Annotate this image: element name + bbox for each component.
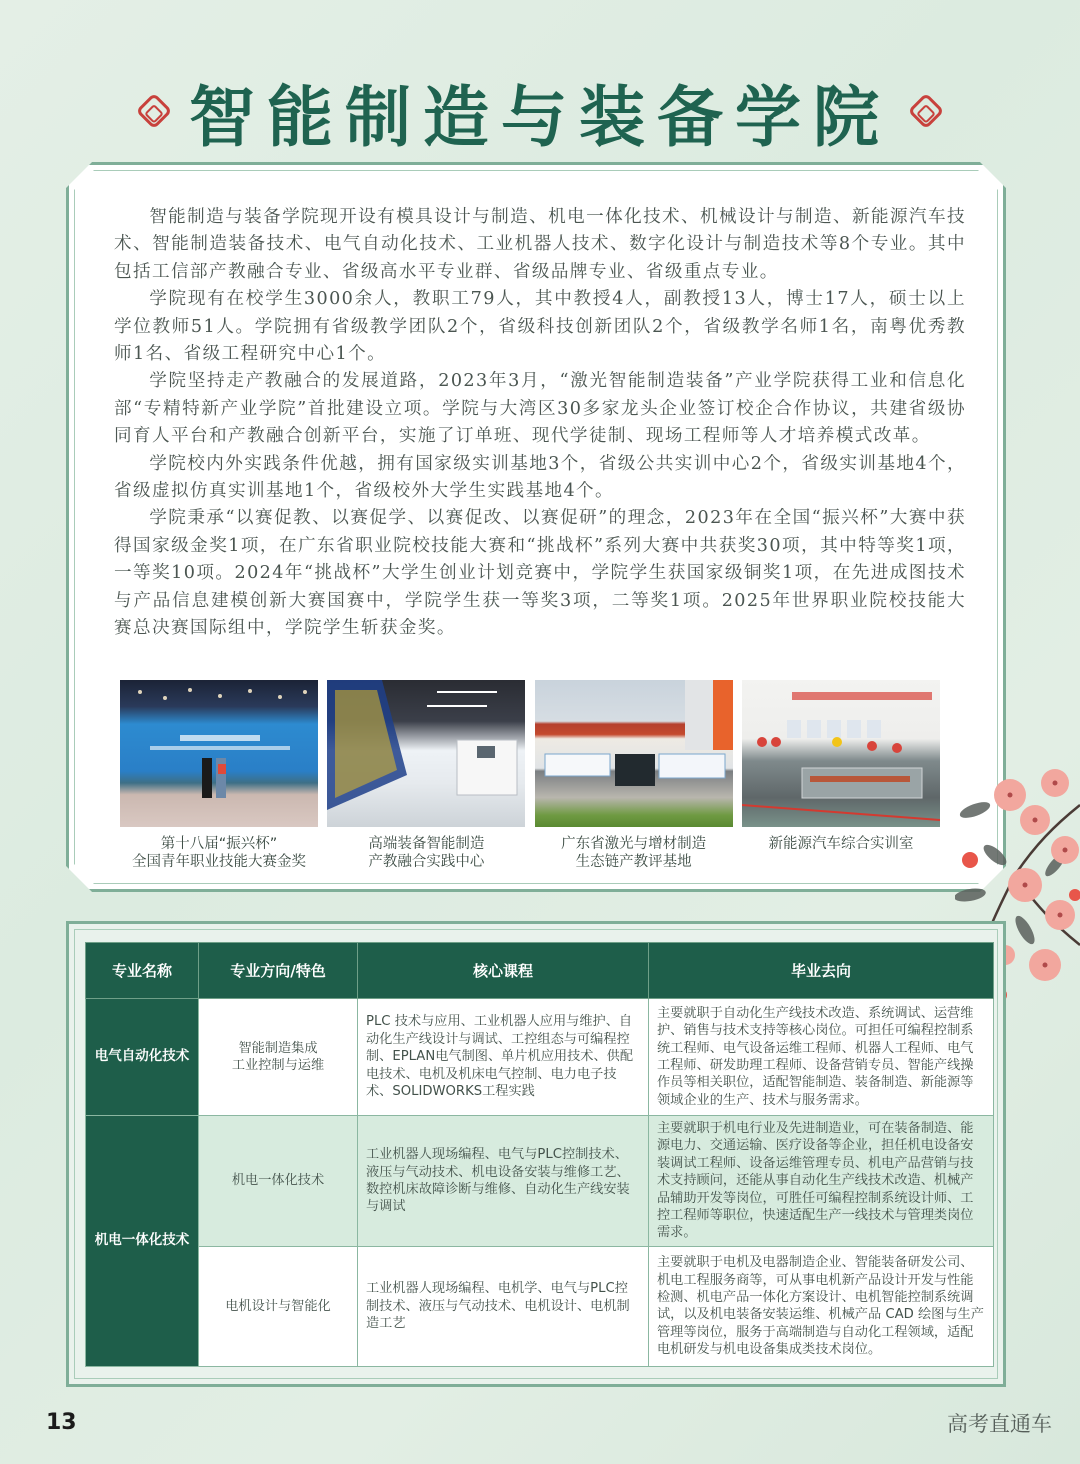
intro-paragraph: 学院校内外实践条件优越，拥有国家级实训基地3个，省级公共实训中心2个，省级实训基地4个，省级虚拟仿真实训基地1个，省级校外大学生实践基地4个。 xyxy=(114,453,966,502)
courses-cell: 工业机器人现场编程、电机学、电气与PLC控制技术、液压与气动技术、电机设计、电机制造工艺 xyxy=(358,1246,649,1366)
courses-cell: 工业机器人现场编程、电气与PLC控制技术、液压与气动技术、机电设备安装与维修工艺、数控机床故障诊断与维修、自动化生产线安装与调试 xyxy=(358,1116,649,1247)
photo-card xyxy=(535,680,733,871)
courses-cell: PLC 技术与应用、工业机器人应用与维护、自动化生产线设计与调试、工控组态与可编程控制、EPLAN电气制图、单片机应用技术、供配电技术、电机及机床电气控制、电力电子技术、SOLIDWORKS工程实践 xyxy=(358,999,649,1116)
ornament-diamond-right-icon xyxy=(908,93,945,130)
page-header xyxy=(0,66,1080,156)
direction-cell: 智能制造集成 工业控制与运维 xyxy=(199,999,358,1116)
header-direction: 专业方向/特色 xyxy=(199,943,358,999)
page-title: 智能制造与装备学院 xyxy=(189,78,891,156)
majors-table xyxy=(85,942,994,1367)
table-row xyxy=(86,999,994,1116)
careers-cell: 主要就职于自动化生产线技术改造、系统调试、运营维护、销售与技术支持等核心岗位。可担任可编程控制系统工程师、电气设备运维工程师、机器人工程师、电气工程师、研发助理工程师、设备营销专员、智能产线操作员等相关职位，适配智能制造、装备制造、新能源等领域企业的生产、技术与服务需求。 xyxy=(649,999,994,1116)
photo-caption: 高端装备智能制造 产教融合实践中心 xyxy=(368,836,485,870)
page-number: 13 xyxy=(46,1410,77,1435)
laser-base-photo xyxy=(535,680,733,827)
intro-text xyxy=(114,204,966,643)
intro-paragraph: 学院秉承“以赛促教、以赛促学、以赛促改、以赛促研”的理念，2023年在全国“振兴杯”大赛中获得国家级金奖1项，在广东省职业院校技能大赛和“挑战杯”系列大赛中共获奖30项，其中特等奖1项，一等奖10项。2024年“挑战杯”大学生创业计划竞赛中，学院学生获国家级铜奖1项，在先进成图技术与产品信息建模创新大赛国赛中，学院学生获一等奖3项，二等奖1项。2025年世界职业院校技能大赛总决赛国际组中，学院学生斩获金奖。 xyxy=(114,508,966,639)
nev-training-room-photo xyxy=(742,680,940,827)
table-row xyxy=(86,1116,994,1247)
major-name-cell: 电气自动化技术 xyxy=(86,999,199,1116)
major-name-cell: 机电一体化技术 xyxy=(86,1116,199,1367)
header-major-name: 专业名称 xyxy=(86,943,199,999)
photo-caption: 第十八届“振兴杯” 全国青年职业技能大赛金奖 xyxy=(132,836,306,870)
header-careers: 毕业去向 xyxy=(649,943,994,999)
photo-caption: 广东省激光与增材制造 生态链产教评基地 xyxy=(561,836,707,870)
table-row xyxy=(86,1246,994,1366)
careers-cell: 主要就职于机电行业及先进制造业，可在装备制造、能源电力、交通运输、医疗设备等企业，担任机电设备安装调试工程师、设备运维管理专员、机电产品营销与技术支持顾问，还能从事自动化生产线技术改造、机械产品辅助开发等岗位，可胜任可编程控制系统设计师、工控工程师等职位，快速适配生产一线技术与管理类岗位需求。 xyxy=(649,1116,994,1247)
photo-card xyxy=(327,680,525,871)
photo-gallery xyxy=(120,680,940,871)
header-core-courses: 核心课程 xyxy=(358,943,649,999)
direction-cell: 机电一体化技术 xyxy=(199,1116,358,1247)
intro-paragraph: 学院现有在校学生3000余人，教职工79人，其中教授4人，副教授13人，博士17人，硕士以上学位教师51人。学院拥有省级教学团队2个，省级科技创新团队2个，省级教学名师1名，南粤优秀教师1名、省级工程研究中心1个。 xyxy=(114,289,966,365)
practice-center-photo xyxy=(327,680,525,827)
building-illustration-icon xyxy=(535,680,733,827)
award-ceremony-photo xyxy=(120,680,318,827)
careers-cell: 主要就职于电机及电器制造企业、智能装备研发公司、机电工程服务商等，可从事电机新产品设计开发与性能检测、机电产品一体化方案设计、电机智能控制系统调试，以及机电装备安装运维、机械产品 CAD 绘图与生产管理等岗位，服务于高端制造与自动化工程领域，适配电机研发与机电设备集成类技术岗位。 xyxy=(649,1246,994,1366)
corridor-illustration-icon xyxy=(327,680,525,827)
photo-caption: 新能源汽车综合实训室 xyxy=(768,836,914,852)
brand-watermark: 高考直通车 xyxy=(947,1412,1052,1436)
training-room-illustration-icon xyxy=(742,680,940,827)
award-stage-illustration-icon xyxy=(120,680,318,827)
table-header-row xyxy=(86,943,994,999)
photo-card xyxy=(120,680,318,871)
photo-card xyxy=(742,680,940,871)
ornament-diamond-left-icon xyxy=(136,93,173,130)
direction-cell: 电机设计与智能化 xyxy=(199,1246,358,1366)
intro-paragraph: 智能制造与装备学院现开设有模具设计与制造、机电一体化技术、机械设计与制造、新能源汽车技术、智能制造装备技术、电气自动化技术、工业机器人技术、数字化设计与制造技术等8个专业。其中包括工信部产教融合专业、省级高水平专业群、省级品牌专业、省级重点专业。 xyxy=(114,207,966,282)
intro-paragraph: 学院坚持走产教融合的发展道路，2023年3月，“激光智能制造装备”产业学院获得工业和信息化部“专精特新产业学院”首批建设立项。学院与大湾区30多家龙头企业签订校企合作协议，共建省级协同育人平台和产教融合创新平台，实施了订单班、现代学徒制、现场工程师等人才培养模式改革。 xyxy=(114,371,966,447)
